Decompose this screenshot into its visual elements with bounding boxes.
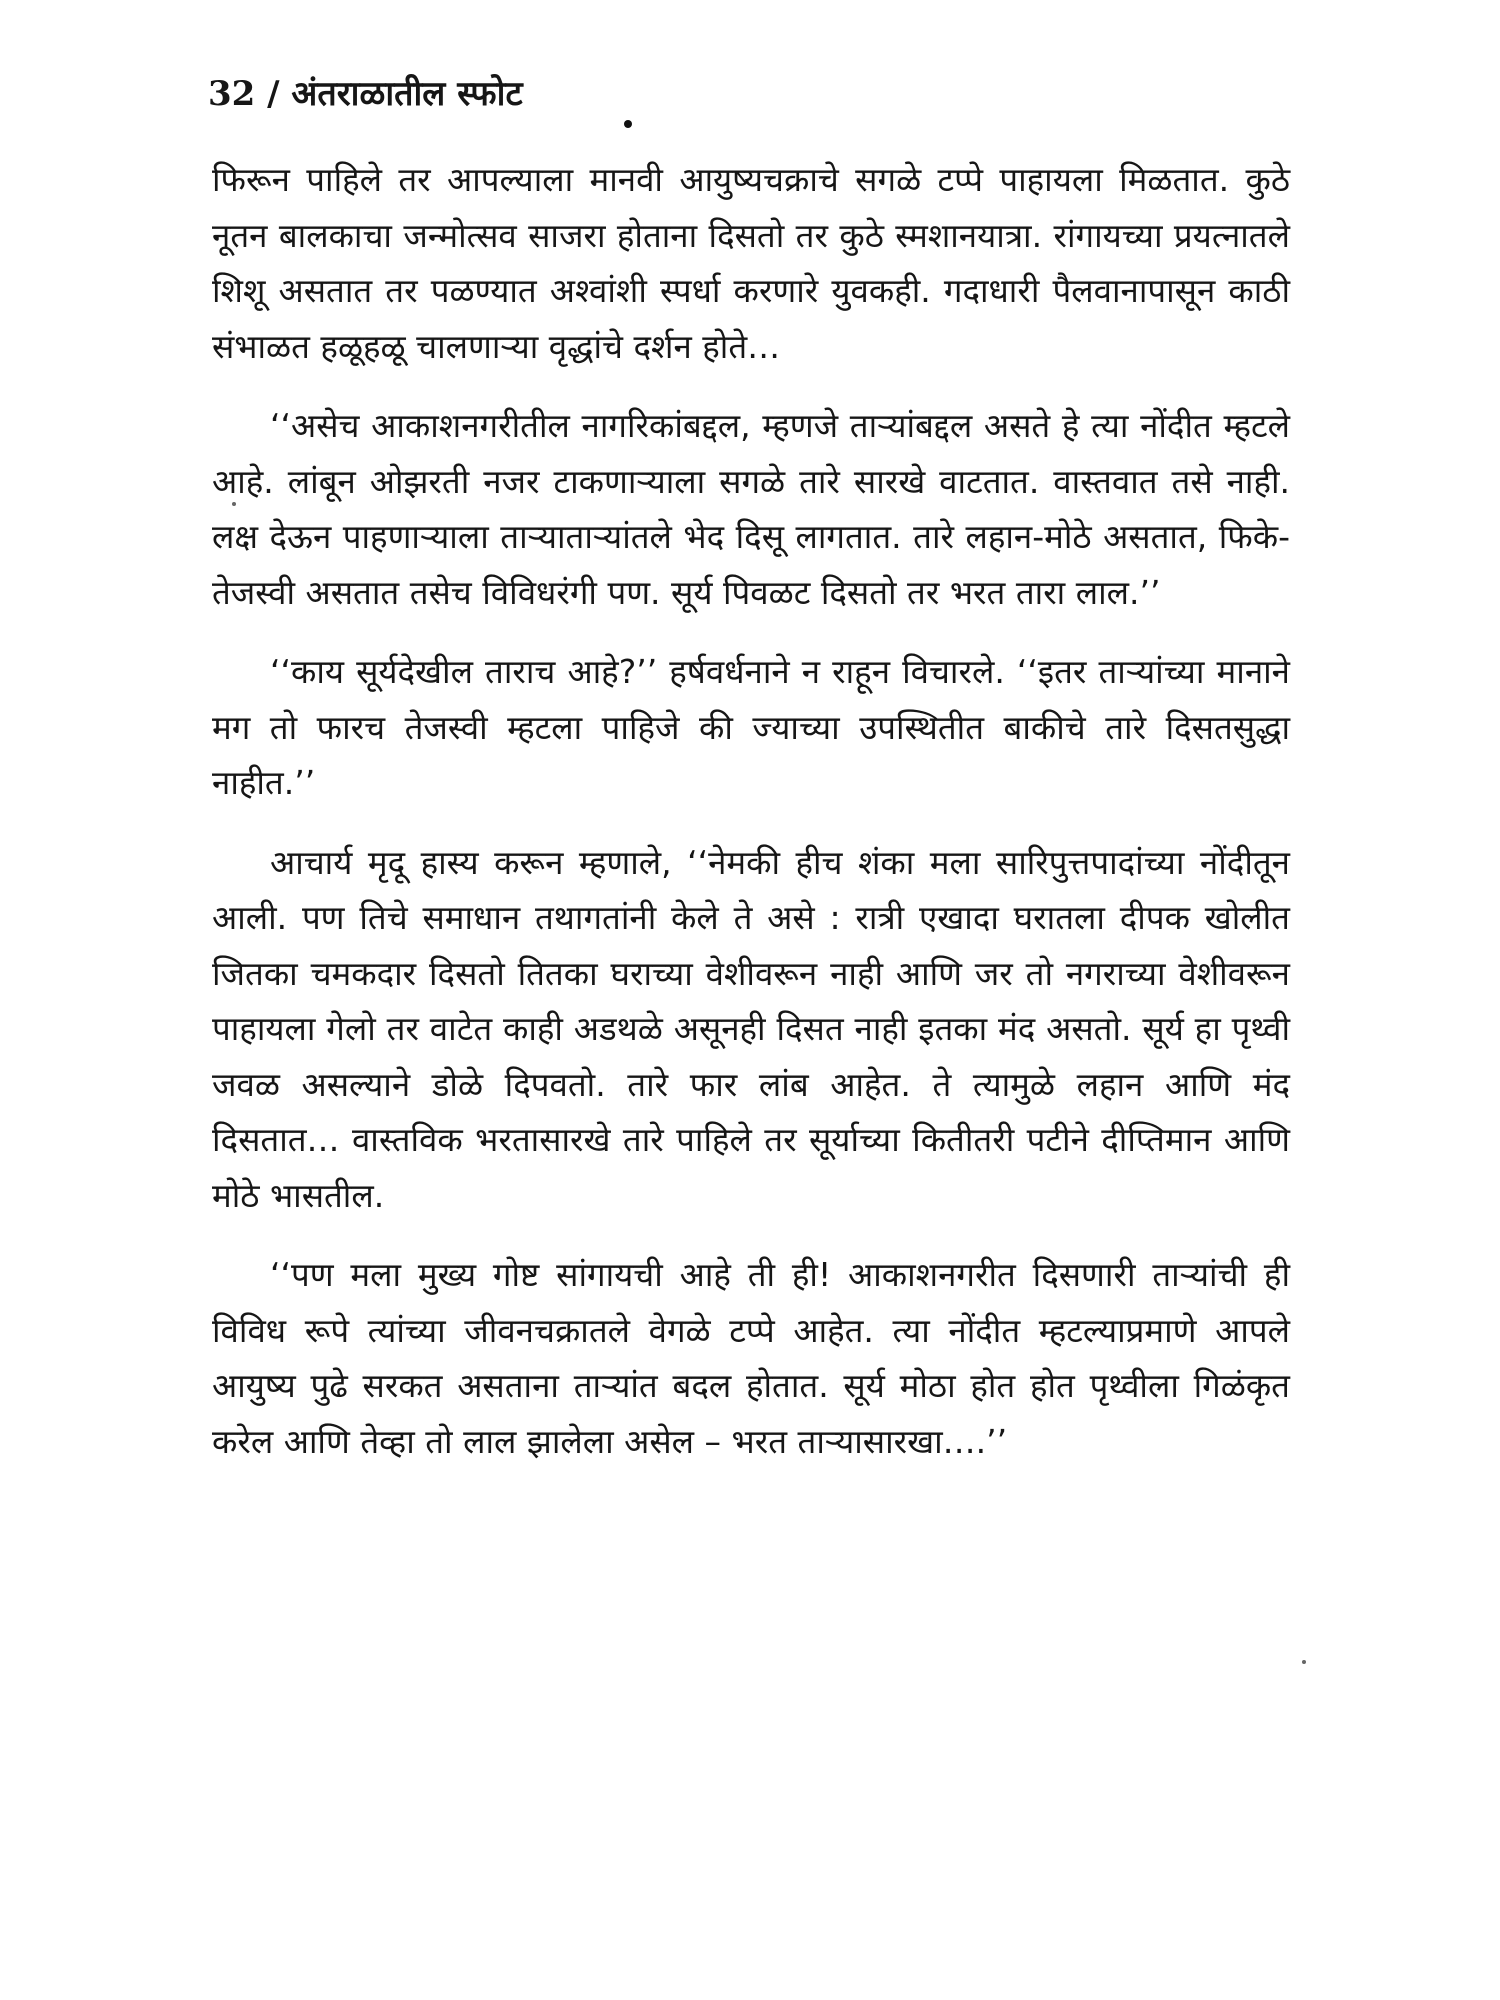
paragraph-1: फिरून पाहिले तर आपल्याला मानवी आयुष्यचक्राचे सगळे टप्पे पाहायला मिळतात. कुठे नूतन बालकाचा जन्मोत्सव साजरा होताना दिसतो तर कुठे स्मशानयात्रा. रांगायच्या प्रयत्नातले शिशू असतात तर पळण्यात अश्वांशी स्पर्धा करणारे युवकही. गदाधारी पैलवानापासून काठी संभाळत हळूहळू चालणाऱ्या वृद्धांचे दर्शन होते… [212,160,1290,366]
print-speck [1302,1660,1306,1664]
paragraph-3: ‘‘काय सूर्यदेखील ताराच आहे?’’ हर्षवर्धनाने न राहून विचारले. ‘‘इतर ताऱ्यांच्या मानाने मग तो फारच तेजस्वी म्हटला पाहिजे की ज्याच्या उपस्थितीत बाकीचे तारे दिसतसुद्धा नाहीत.’’ [212,652,1290,802]
paragraph-5: ‘‘पण मला मुख्य गोष्ट सांगायची आहे ती ही! आकाशनगरीत दिसणारी ताऱ्यांची ही विविध रूपे त्यांच्या जीवनचक्रातले वेगळे टप्पे आहेत. त्या नोंदीत म्हटल्याप्रमाणे आपले आयुष्य पुढे सरकत असताना ताऱ्यांत बदल होतात. सूर्य मोठा होत होत पृथ्वीला गिळंकृत करेल आणि तेव्हा तो लाल झालेला असेल – भरत ताऱ्यासारखा….’’ [212,1255,1290,1461]
paragraph-2: ‘‘असेच आकाशनगरीतील नागरिकांबद्दल, म्हणजे ताऱ्यांबद्दल असते हे त्या नोंदीत म्हटले आहे. लांबून ओझरती नजर टाकणाऱ्याला सगळे तारे सारखे वाटतात. वास्तवात तसे नाही. लक्ष देऊन पाहणाऱ्याला ताऱ्याताऱ्यांतले भेद दिसू लागतात. तारे लहान-मोठे असतात, फिके-तेजस्वी असतात तसेच विविधरंगी पण. सूर्य पिवळट दिसतो तर भरत तारा लाल.’’ [212,406,1290,612]
body-text [212,152,1290,1469]
print-speck [624,120,632,128]
running-head: 32 / अंतराळातील स्फोट [208,74,523,114]
paragraph-4: आचार्य मृदू हास्य करून म्हणाले, ‘‘नेमकी हीच शंका मला सारिपुत्तपादांच्या नोंदीतून आली. पण तिचे समाधान तथागतांनी केले ते असे : रात्री एखादा घरातला दीपक खोलीत जितका चमकदार दिसतो तितका घराच्या वेशीवरून नाही आणि जर तो नगराच्या वेशीवरून पाहायला गेलो तर वाटेत काही अडथळे असूनही दिसत नाही इतका मंद असतो. सूर्य हा पृथ्वी जवळ असल्याने डोळे दिपवतो. तारे फार लांब आहेत. ते त्यामुळे लहान आणि मंद दिसतात… वास्तविक भरतासारखे तारे पाहिले तर सूर्याच्या कितीतरी पटीने दीप्तिमान आणि मोठे भासतील. [212,842,1290,1215]
